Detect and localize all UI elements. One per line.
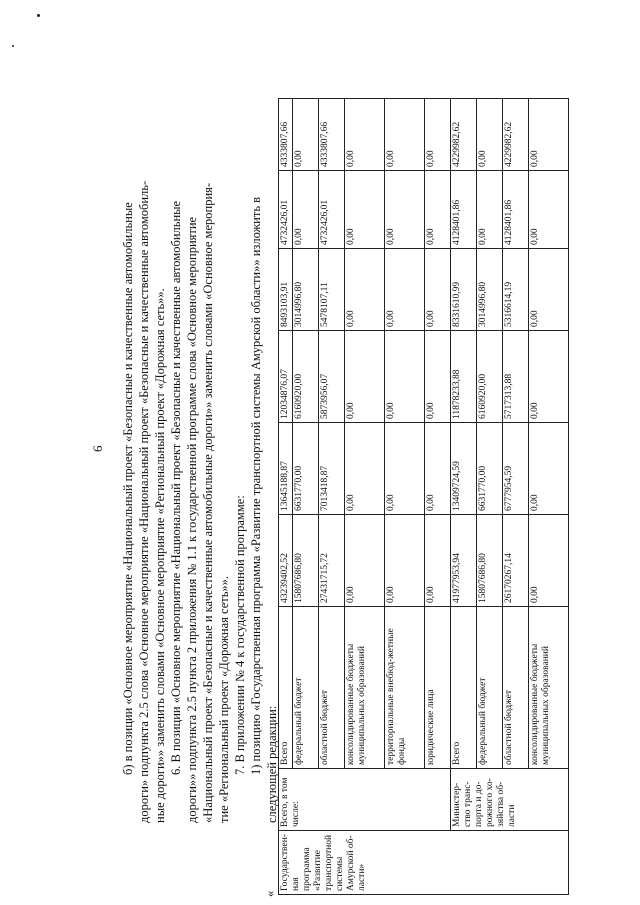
row-label: областной бюджет — [319, 607, 345, 769]
value-cell: 0,00 — [477, 99, 503, 171]
value-cell: 4732426,01 — [319, 171, 345, 249]
value-cell: 4229982,62 — [451, 99, 477, 171]
value-cell: 0,00 — [425, 249, 451, 331]
value-cell: 4229982,62 — [503, 99, 529, 171]
value-cell: 11878233,88 — [451, 331, 477, 423]
value-cell: 0,00 — [345, 249, 385, 331]
value-cell: 8493103,91 — [279, 249, 293, 331]
value-cell: 8331610,99 — [451, 249, 477, 331]
value-cell: 0,00 — [385, 423, 425, 515]
paragraph-line: дороги» подпункта 2.5 слова «Основное мероприятие «Национальный проект «Безопасные и качественные автомобиль- — [137, 180, 151, 823]
value-cell: 0,00 — [425, 171, 451, 249]
paragraph-line: ные дороги»» заменить словами «Основное мероприятие «Региональный проект «Дорожная сеть»». — [153, 288, 167, 823]
value-cell: 4128401,86 — [503, 171, 529, 249]
value-cell: 5316614,19 — [503, 249, 529, 331]
quote-mark: « — [263, 890, 277, 897]
value-cell: 0,00 — [293, 99, 319, 171]
value-cell: 0,00 — [425, 99, 451, 171]
value-cell: 0,00 — [529, 99, 569, 171]
total-group-cell: Всего, в том числе: — [279, 769, 451, 831]
paragraph-line: следующей редакции: — [265, 705, 279, 823]
value-cell: 0,00 — [385, 331, 425, 423]
table-row — [279, 99, 293, 895]
value-cell: 0,00 — [425, 515, 451, 607]
value-cell: 0,00 — [529, 171, 569, 249]
value-cell: 41977953,94 — [451, 515, 477, 607]
value-cell: 43239402,52 — [279, 515, 293, 607]
value-cell: 0,00 — [345, 423, 385, 515]
value-cell: 4333807,66 — [319, 99, 345, 171]
paragraph-line: дороги»» подпункта 2.5 пункта 2 приложения № 1.1 к государственной программе слова «Основное мероприятие — [185, 216, 199, 823]
row-label: консолидированные бюджеты муниципальных образований — [529, 607, 569, 769]
value-cell: 0,00 — [477, 171, 503, 249]
value-cell: 0,00 — [529, 515, 569, 607]
value-cell: 4128401,86 — [451, 171, 477, 249]
value-cell: 0,00 — [345, 171, 385, 249]
row-label: Всего — [451, 607, 477, 769]
value-cell: 13409724,59 — [451, 423, 477, 515]
value-cell: 0,00 — [345, 515, 385, 607]
row-label: федеральный бюджет — [293, 607, 319, 769]
value-cell: 0,00 — [293, 171, 319, 249]
value-cell: 7013418,87 — [319, 423, 345, 515]
value-cell: 15807686,80 — [477, 515, 503, 607]
row-label: юридические лица — [425, 607, 451, 769]
value-cell: 0,00 — [425, 423, 451, 515]
value-cell: 4333807,66 — [279, 99, 293, 171]
program-cell: Государствен-ная программа «Развитие транспортной системы Амурской об-ласти» — [279, 831, 569, 895]
value-cell: 6631770,00 — [477, 423, 503, 515]
value-cell: 27431715,72 — [319, 515, 345, 607]
value-cell: 5717313,88 — [503, 331, 529, 423]
value-cell: 6631770,00 — [293, 423, 319, 515]
value-cell: 4732426,01 — [279, 171, 293, 249]
paragraph-line: 6. В позиции «Основное мероприятие «Национальный проект «Безопасные и качественные автомобильные — [169, 200, 183, 775]
ministry-cell: Министер-ство транс-порта и до-рожного хо-зяйства об-ласти — [451, 769, 569, 831]
value-cell: 5873956,07 — [319, 331, 345, 423]
value-cell: 0,00 — [385, 515, 425, 607]
value-cell: 5478107,11 — [319, 249, 345, 331]
row-label: территориальные внебюд-жетные фонды — [385, 607, 425, 769]
value-cell: 0,00 — [385, 171, 425, 249]
value-cell: 0,00 — [345, 99, 385, 171]
value-cell: 13645188,87 — [279, 423, 293, 515]
value-cell: 3014996,80 — [293, 249, 319, 331]
value-cell: 26170267,14 — [503, 515, 529, 607]
paragraph-line: 7. В приложении № 4 к государственной программе: — [233, 495, 247, 775]
value-cell: 0,00 — [385, 99, 425, 171]
value-cell: 12034876,07 — [279, 331, 293, 423]
value-cell: 0,00 — [345, 331, 385, 423]
table-row — [451, 99, 477, 895]
value-cell: 6160920,00 — [477, 331, 503, 423]
value-cell: 3014996,80 — [477, 249, 503, 331]
budget-table — [278, 98, 569, 895]
row-label: Всего — [279, 607, 293, 769]
value-cell: 15807686,80 — [293, 515, 319, 607]
row-label: консолидированные бюджеты муниципальных образований — [345, 607, 385, 769]
value-cell: 0,00 — [529, 423, 569, 515]
value-cell: 0,00 — [529, 249, 569, 331]
page-number: 6 — [90, 445, 105, 452]
paragraph-line: тие «Региональный проект «Дорожная сеть»». — [217, 575, 231, 823]
value-cell: 0,00 — [529, 331, 569, 423]
value-cell: 6777954,59 — [503, 423, 529, 515]
paragraph-line: 1) позицию «Государственная программа «Развитие транспортной системы Амурской области»» изложить в — [249, 196, 263, 775]
paragraph-line: б) в позиции «Основное мероприятие «Национальный проект «Безопасные и качественные автомобильные — [121, 202, 135, 775]
value-cell: 0,00 — [425, 331, 451, 423]
row-label: областной бюджет — [503, 607, 529, 769]
value-cell: 0,00 — [385, 249, 425, 331]
row-label: федеральный бюджет — [477, 607, 503, 769]
value-cell: 6160920,00 — [293, 331, 319, 423]
paragraph-line: «Национальный проект «Безопасные и качественные автомобильные дороги»» заменить словами «Основное мероприя- — [201, 182, 215, 823]
